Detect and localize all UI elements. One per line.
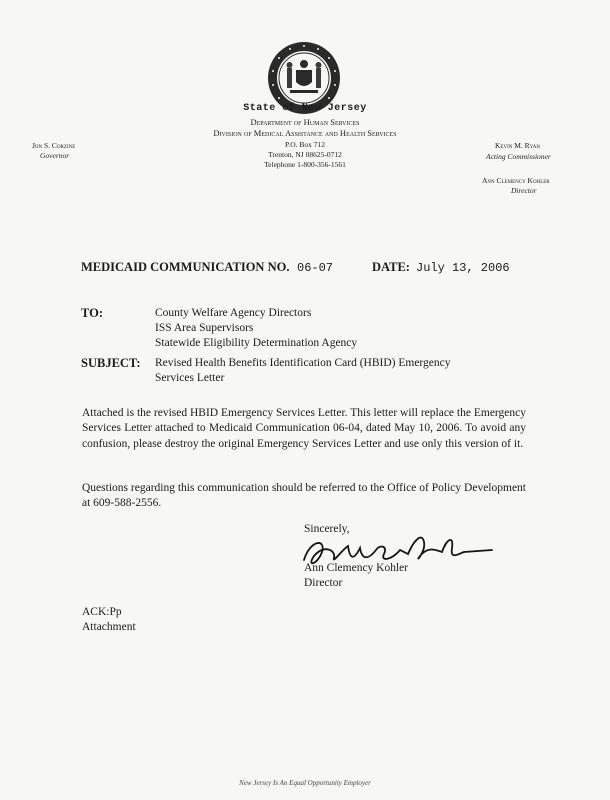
- commissioner-title: Acting Commissioner: [486, 152, 551, 161]
- subject-text: Revised Health Benefits Identification Card (HBID) Emergency Services Letter: [155, 357, 451, 384]
- recipient: Statewide Eligibility Determination Agency: [155, 337, 358, 349]
- state-title: State of New Jersey: [243, 103, 367, 114]
- division-name: Division of Medical Assistance and Health Services: [213, 128, 397, 138]
- governor-title: Governor: [40, 151, 70, 160]
- footer-note: New Jersey Is An Equal Opportunity Employer: [239, 779, 371, 787]
- recipient-list: [155, 306, 357, 351]
- to-label: TO:: [81, 306, 103, 320]
- director-title: Director: [511, 186, 537, 195]
- communication-label: MEDICAID COMMUNICATION NO.: [81, 260, 290, 274]
- po-box: P.O. Box 712: [284, 140, 325, 149]
- recipient: County Welfare Agency Directors: [155, 307, 312, 319]
- governor-name: Jon S. Corzine: [32, 141, 76, 150]
- date-label: DATE:: [372, 260, 410, 274]
- signer-name: Ann Clemency Kohler: [304, 562, 409, 574]
- subject-label: SUBJECT:: [81, 356, 141, 370]
- attachment-note: Attachment: [82, 621, 136, 633]
- director-name: Ann Clemency Kohler: [482, 176, 550, 185]
- body-paragraph: Attached is the revised HBID Emergency Services Letter. This letter will replace the Emergency Services Letter attached to Medicaid Communication 06-04, dated May 10, 2006. To avoid any confusion, please destroy the original Emergency Services Letter and use only this version of it.: [82, 407, 526, 450]
- closing-salutation: Sincerely,: [304, 523, 350, 535]
- telephone: Telephone 1-800-356-1561: [264, 160, 346, 169]
- date-value: July 13, 2006: [416, 261, 510, 275]
- city-address: Trenton, NJ 08625-0712: [268, 150, 342, 159]
- reference-initials: ACK:Pp: [82, 606, 122, 618]
- department-name: Department of Human Services: [250, 117, 360, 127]
- recipient: ISS Area Supervisors: [155, 322, 254, 334]
- communication-number: 06-07: [297, 261, 334, 275]
- signer-title: Director: [304, 577, 343, 589]
- body-paragraph: Questions regarding this communication should be referred to the Office of Policy Development at 609-588-2556.: [82, 482, 526, 510]
- commissioner-name: Kevin M. Ryan: [495, 141, 540, 150]
